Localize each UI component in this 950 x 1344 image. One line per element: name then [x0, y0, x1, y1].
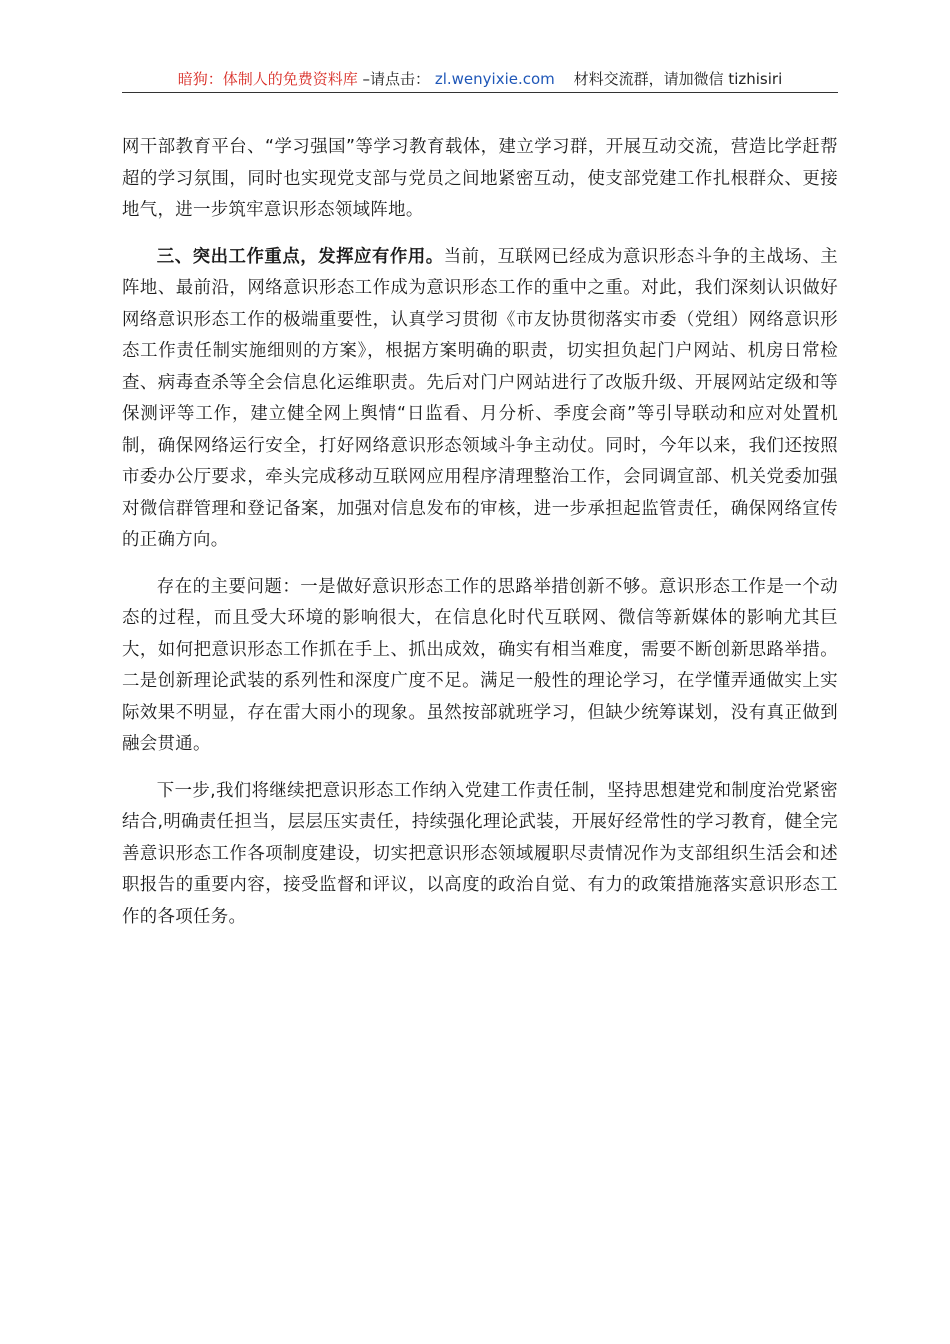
section-heading: 三、突出工作重点，发挥应有作用。: [156, 246, 444, 267]
header-contact: 材料交流群，请加微信 tizhisiri: [573, 70, 783, 88]
header-title: 暗狗：体制人的免费资料库: [177, 70, 358, 88]
page-header: [122, 68, 838, 93]
paragraph-1: 网干部教育平台、“学习强国”等学习教育载体，建立学习群，开展互动交流，营造比学赶帮超的学习氛围，同时也实现党支部与党员之间地紧密互动，使支部党建工作扎根群众、更接地气，进一步筑牢意识形态领域阵地。: [122, 137, 838, 220]
paragraph-2: [122, 242, 838, 557]
paragraph-3: 存在的主要问题：一是做好意识形态工作的思路举措创新不够。意识形态工作是一个动态的过程，而且受大环境的影响很大，在信息化时代互联网、微信等新媒体的影响尤其巨大，如何把意识形态工作抓在手上、抓出成效，确实有相当难度，需要不断创新思路举措。二是创新理论武装的系列性和深度广度不足。满足一般性的理论学习，在学懂弄通做实上实际效果不明显，存在雷大雨小的现象。虽然按部就班学习，但缺少统筹谋划，没有真正做到融会贯通。: [122, 576, 838, 754]
header-link[interactable]: zl.wenyixie.com: [434, 70, 555, 88]
document-body: [122, 132, 838, 933]
paragraph-4: 下一步,我们将继续把意识形态工作纳入党建工作责任制，坚持思想建党和制度治党紧密结合,明确责任担当，层层压实责任，持续强化理论武装，开展好经常性的学习教育，健全完善意识形态工作各项制度建设，切实把意识形态领域履职尽责情况作为支部组织生活会和述职报告的重要内容，接受监督和评议，以高度的政治自觉、有力的政策措施落实意识形态工作的各项任务。: [122, 780, 838, 927]
header-prompt: –请点击：: [362, 70, 431, 88]
paragraph-2-body: 当前，互联网已经成为意识形态斗争的主战场、主阵地、最前沿，网络意识形态工作成为意识形态工作的重中之重。对此，我们深刻认识做好网络意识形态工作的极端重要性，认真学习贯彻《市友协贯彻落实市委（党组）网络意识形态工作责任制实施细则的方案》，根据方案明确的职责，切实担负起门户网站、机房日常检查、病毒查杀等全会信息化运维职责。先后对门户网站进行了改版升级、开展网站定级和等保测评等工作，建立健全网上舆情“日监看、月分析、季度会商”等引导联动和应对处置机制，确保网络运行安全，打好网络意识形态领域斗争主动仗。同时，今年以来，我们还按照市委办公厅要求，牵头完成移动互联网应用程序清理整治工作，会同调宣部、机关党委加强对微信群管理和登记备案，加强对信息发布的审核，进一步承担起监管责任，确保网络宣传的正确方向。: [122, 246, 838, 550]
